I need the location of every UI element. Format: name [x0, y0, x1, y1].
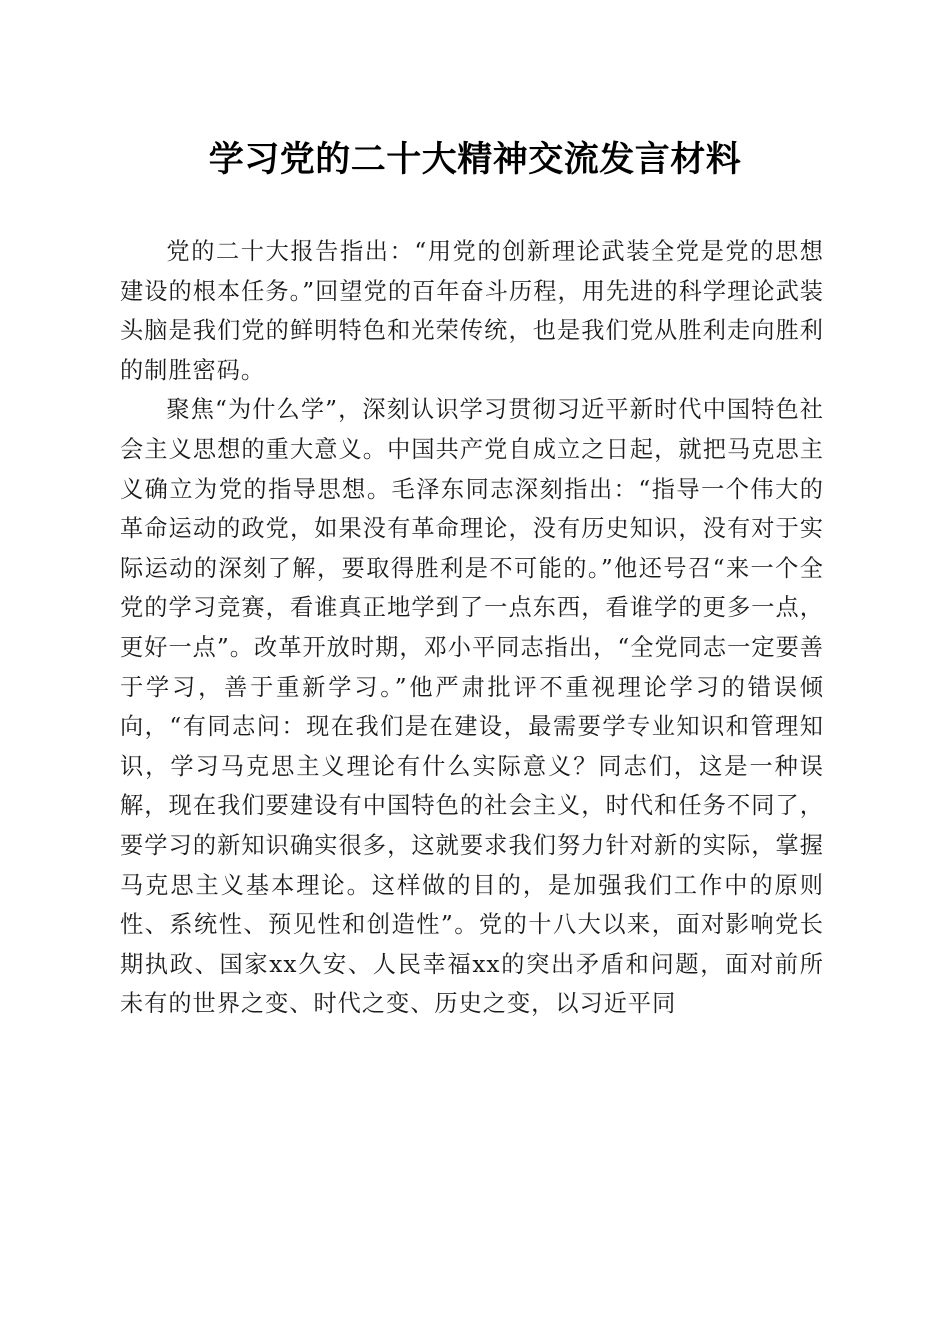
document-title: 学习党的二十大精神交流发言材料 [208, 139, 742, 180]
paragraph-intro: 党的二十大报告指出：“用党的创新理论武装全党是党的思想建设的根本任务。”回望党的百年奋斗历程，用先进的科学理论武装头脑是我们党的鲜明特色和光荣传统，也是我们党从胜利走向胜利的制胜密码。 [120, 238, 824, 384]
paragraph-why-learn: 聚焦“为什么学”，深刻认识学习贯彻习近平新时代中国特色社会主义思想的重大意义。中国共产党自成立之日起，就把马克思主义确立为党的指导思想。毛泽东同志深刻指出：“指导一个伟大的革命运动的政党，如果没有革命理论，没有历史知识，没有对于实际运动的深刻了解，要取得胜利是不可能的。”他还号召“来一个全党的学习竞赛，看谁真正地学到了一点东西，看谁学的更多一点，更好一点”。改革开放时期，邓小平同志指出，“全党同志一定要善于学习，善于重新学习。”他严肃批评不重视理论学习的错误倾向，“有同志问：现在我们是在建设，最需要学专业知识和管理知识，学习马克思主义理论有什么实际意义？同志们，这是一种误解，现在我们要建设有中国特色的社会主义，时代和任务不同了，要学习的新知识确实很多，这就要求我们努力针对新的实际，掌握马克思主义基本理论。这样做的目的，是加强我们工作中的原则性、系统性、预见性和创造性”。党的十八大以来，面对影响党长期执政、国家xx久安、人民幸福xx的突出矛盾和问题，面对前所未有的世界之变、时代之变、历史之变，以习近平同 [120, 396, 824, 1018]
document-body [120, 232, 824, 1024]
